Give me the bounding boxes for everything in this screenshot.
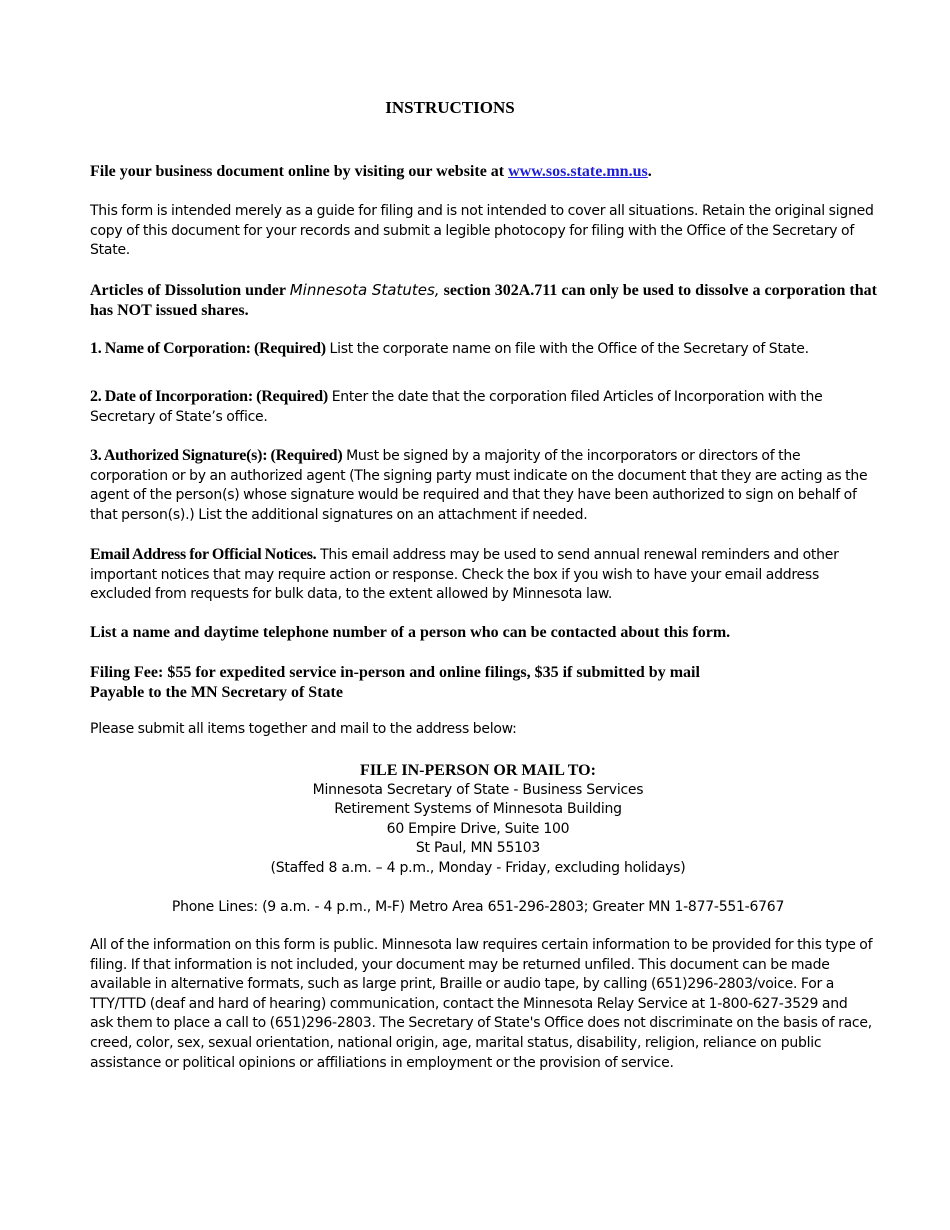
item-date-of-incorporation	[90, 387, 880, 427]
email-text: This email address may be used to send annual renewal reminders and other important notices that may require action or response. Check the box if you wish to have your email address excluded from requests for bulk data, to the extent allowed by Minnesota law.	[90, 547, 839, 603]
website-link[interactable]: www.sos.state.mn.us	[508, 163, 648, 180]
articles-prefix: Articles of Dissolution under	[90, 282, 290, 299]
contact-paragraph: List a name and daytime telephone number of a person who can be contacted about this form.	[90, 624, 731, 641]
guide-paragraph: This form is intended merely as a guide for filing and is not intended to cover all situations. Retain the original signed copy of this document for your records and submit a legible photocopy for filing with the Office of the Secretary of State.	[90, 203, 874, 259]
filing-fee-line: Filing Fee: $55 for expedited service in-person and online filings, $35 if submitted by mail	[90, 664, 700, 681]
mailing-address-block	[0, 761, 950, 878]
item-label: 2. Date of Incorporation: (Required)	[90, 388, 329, 405]
articles-suffix: section 302A.711 can only be used to dissolve a corporation that has NOT issued shares.	[90, 282, 877, 319]
item-name-of-corporation	[90, 339, 880, 360]
item-authorized-signatures	[90, 446, 880, 525]
mailing-heading: FILE IN-PERSON OR MAIL TO:	[360, 762, 596, 779]
office-hours-line: (Staffed 8 a.m. – 4 p.m., Monday - Friday, excluding holidays)	[270, 859, 686, 876]
address-line: St Paul, MN 55103	[415, 840, 541, 857]
item-text: Enter the date that the corporation filed Articles of Incorporation with the Secretary of State’s office.	[90, 389, 823, 425]
payable-line: Payable to the MN Secretary of State	[90, 684, 343, 701]
filing-fee-paragraph	[90, 663, 880, 703]
submit-paragraph: Please submit all items together and mail to the address below:	[90, 721, 517, 737]
item-label: 1. Name of Corporation: (Required)	[90, 340, 326, 357]
page-title: INSTRUCTIONS	[385, 98, 515, 117]
email-label: Email Address for Official Notices.	[90, 546, 317, 563]
item-label: 3. Authorized Signature(s): (Required)	[90, 447, 343, 464]
item-text: List the corporate name on file with the Office of the Secretary of State.	[325, 341, 809, 357]
online-filing-suffix: .	[647, 163, 652, 180]
address-line: Minnesota Secretary of State - Business Services	[312, 781, 644, 798]
address-line: Retirement Systems of Minnesota Building	[334, 801, 622, 818]
phone-lines: Phone Lines: (9 a.m. - 4 p.m., M-F) Metro Area 651-296-2803; Greater MN 1-877-551-6767	[171, 899, 785, 915]
online-filing-notice	[90, 162, 880, 182]
email-paragraph	[90, 545, 880, 605]
public-information-paragraph: All of the information on this form is public. Minnesota law requires certain information to be provided for this type of filing. If that information is not included, your document may be returned unfiled. This document can be made available in alternative formats, such as large print, Braille or audio tape, by calling (651)296-2803/voice. For a TTY/TTD (deaf and hard of hearing) communication, contact the Minnesota Relay Service at 1-800-627-3529 and ask them to place a call to (651)296-2803. The Secretary of State's Office does not discriminate on the basis of race, creed, color, sex, sexual orientation, national origin, age, marital status, disability, religion, reliance on public assistance or political opinions or affiliations in employment or the provision of service.	[90, 937, 873, 1071]
articles-statute-italic: Minnesota Statutes,	[289, 281, 440, 299]
online-filing-prefix: File your business document online by visiting our website at	[90, 163, 509, 180]
item-text: Must be signed by a majority of the incorporators or directors of the corporation or by an authorized agent (The signing party must indicate on the document that they are acting as the agent of the person(s) whose signature would be required and that they have been authorized to sign on behalf of that person(s).) List the additional signatures on an attachment if needed.	[90, 448, 868, 523]
address-line: 60 Empire Drive, Suite 100	[386, 820, 570, 837]
articles-paragraph	[90, 280, 880, 321]
